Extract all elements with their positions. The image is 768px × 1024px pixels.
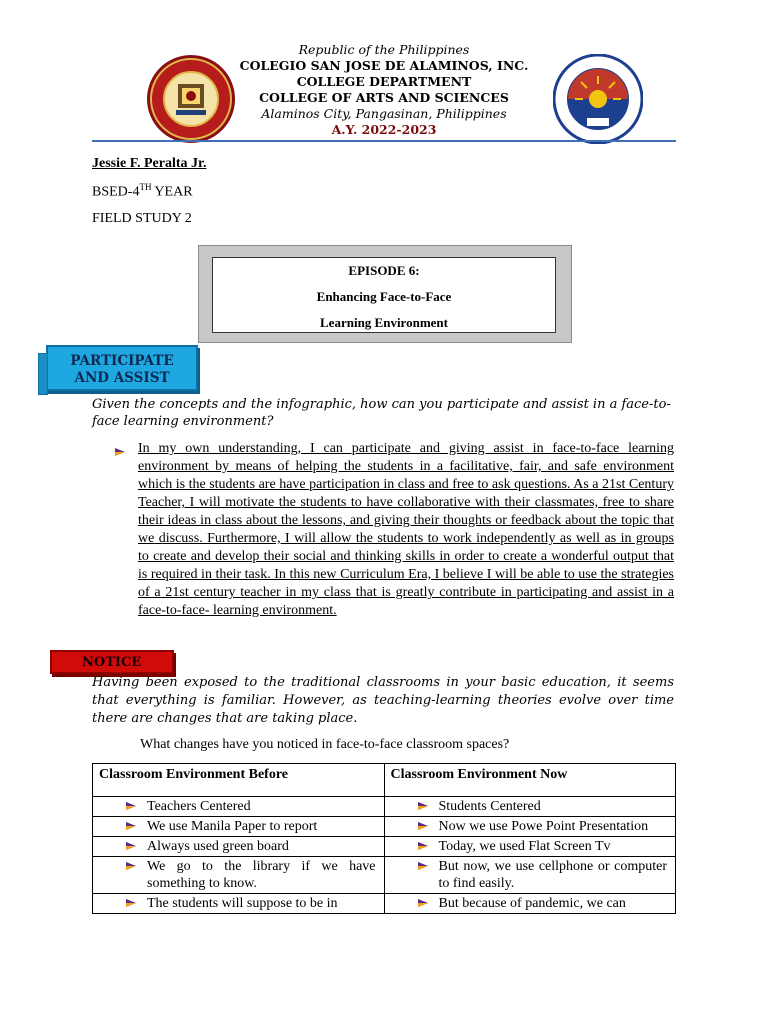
header-academic-year: A.Y. 2022-2023 [331, 122, 437, 137]
table-header-before: Classroom Environment Before [93, 764, 385, 797]
header-republic: Republic of the Philippines [298, 42, 470, 57]
header-college-name: COLEGIO SAN JOSE DE ALAMINOS, INC. [239, 58, 529, 73]
notice-text: Having been exposed to the traditional classrooms in your basic education, it seems that everything is familiar. However, as teaching-learning theories evolve over time there are changes that are taking place. [92, 675, 674, 726]
table-row [93, 837, 676, 857]
cell-now [384, 857, 676, 894]
episode-subtitle-2: Learning Environment [320, 315, 448, 330]
cell-text: We use Manila Paper to report [147, 819, 318, 834]
cell-now [384, 837, 676, 857]
header-divider [92, 140, 676, 142]
bullet-icon [417, 860, 429, 872]
cell-before [93, 837, 385, 857]
participate-banner-line2: AND ASSIST [74, 370, 170, 386]
participate-banner-line1: PARTICIPATE [70, 353, 174, 369]
banner-tab [38, 353, 48, 395]
header-college-arts: COLLEGE OF ARTS AND SCIENCES [259, 90, 509, 105]
bullet-icon [114, 443, 126, 462]
bullet-icon [125, 840, 137, 852]
course-prefix: BSED-4 [92, 184, 140, 200]
cell-text: Now we use Powe Point Presentation [438, 819, 649, 834]
changes-question: What changes have you noticed in face-to-face classroom spaces? [140, 737, 510, 752]
cell-text: But now, we use cellphone or computer to find easily. [438, 859, 667, 891]
cell-text: We go to the library if we have something to know. [147, 859, 376, 891]
cell-text: The students will suppose to be in [147, 896, 338, 911]
participate-banner [46, 345, 198, 391]
cell-text: But because of pandemic, we can [438, 896, 626, 911]
student-course [92, 182, 193, 201]
cell-before [93, 894, 385, 914]
notice-banner: NOTICE [50, 650, 174, 674]
cell-before [93, 817, 385, 837]
table-header-row [93, 764, 676, 797]
cell-now [384, 797, 676, 817]
bullet-icon [417, 897, 429, 909]
field-study: FIELD STUDY 2 [92, 211, 192, 226]
course-superscript: TH [139, 182, 152, 192]
comparison-table [92, 763, 676, 914]
episode-box [212, 257, 556, 333]
cell-now [384, 894, 676, 914]
bullet-icon [417, 840, 429, 852]
episode-title: EPISODE 6: [348, 263, 420, 278]
cell-text: Students Centered [438, 799, 541, 814]
bullet-icon [125, 897, 137, 909]
cell-text: Teachers Centered [147, 799, 251, 814]
document-header [0, 42, 768, 138]
table-header-now: Classroom Environment Now [384, 764, 676, 797]
participate-answer: In my own understanding, I can participate and giving assist in face-to-face learning environment by means of helping the students in a facilitative, fair, and safe environment which is the students are have participation in class and free to ask questions. As a 21st Century Teacher, I will motivate the students to have collaborative with their classmates, free to share their ideas in class about the lessons, and giving their thoughts or feedback about the topic that we discuss. Furthermore, I will allow the students to work independently as well as in groups to create and develop their social and thinking skills in order to create a wonderful output that is required in their task. In this new Curriculum Era, I believe I will be able to use the strategies of a 21st century teacher in my class that is greatly contribute in participating and assist in a face-to-face- learning environment. [138, 441, 674, 618]
bullet-icon [417, 820, 429, 832]
episode-subtitle-1: Enhancing Face-to-Face [316, 289, 452, 304]
participate-question: Given the concepts and the infographic, how can you participate and assist in a face-to-face learning environment? [92, 397, 671, 429]
bullet-icon [417, 800, 429, 812]
cell-text: Always used green board [147, 839, 289, 854]
bullet-icon [125, 860, 137, 872]
cell-text: Today, we used Flat Screen Tv [438, 839, 611, 854]
header-department: COLLEGE DEPARTMENT [296, 74, 472, 89]
table-row [93, 857, 676, 894]
table-row [93, 894, 676, 914]
bullet-icon [125, 800, 137, 812]
table-row [93, 797, 676, 817]
course-suffix: YEAR [151, 184, 193, 200]
cell-before [93, 797, 385, 817]
cell-now [384, 817, 676, 837]
student-name: Jessie F. Peralta Jr. [92, 156, 207, 171]
cell-before [93, 857, 385, 894]
header-address: Alaminos City, Pangasinan, Philippines [261, 106, 507, 121]
table-row [93, 817, 676, 837]
bullet-icon [125, 820, 137, 832]
